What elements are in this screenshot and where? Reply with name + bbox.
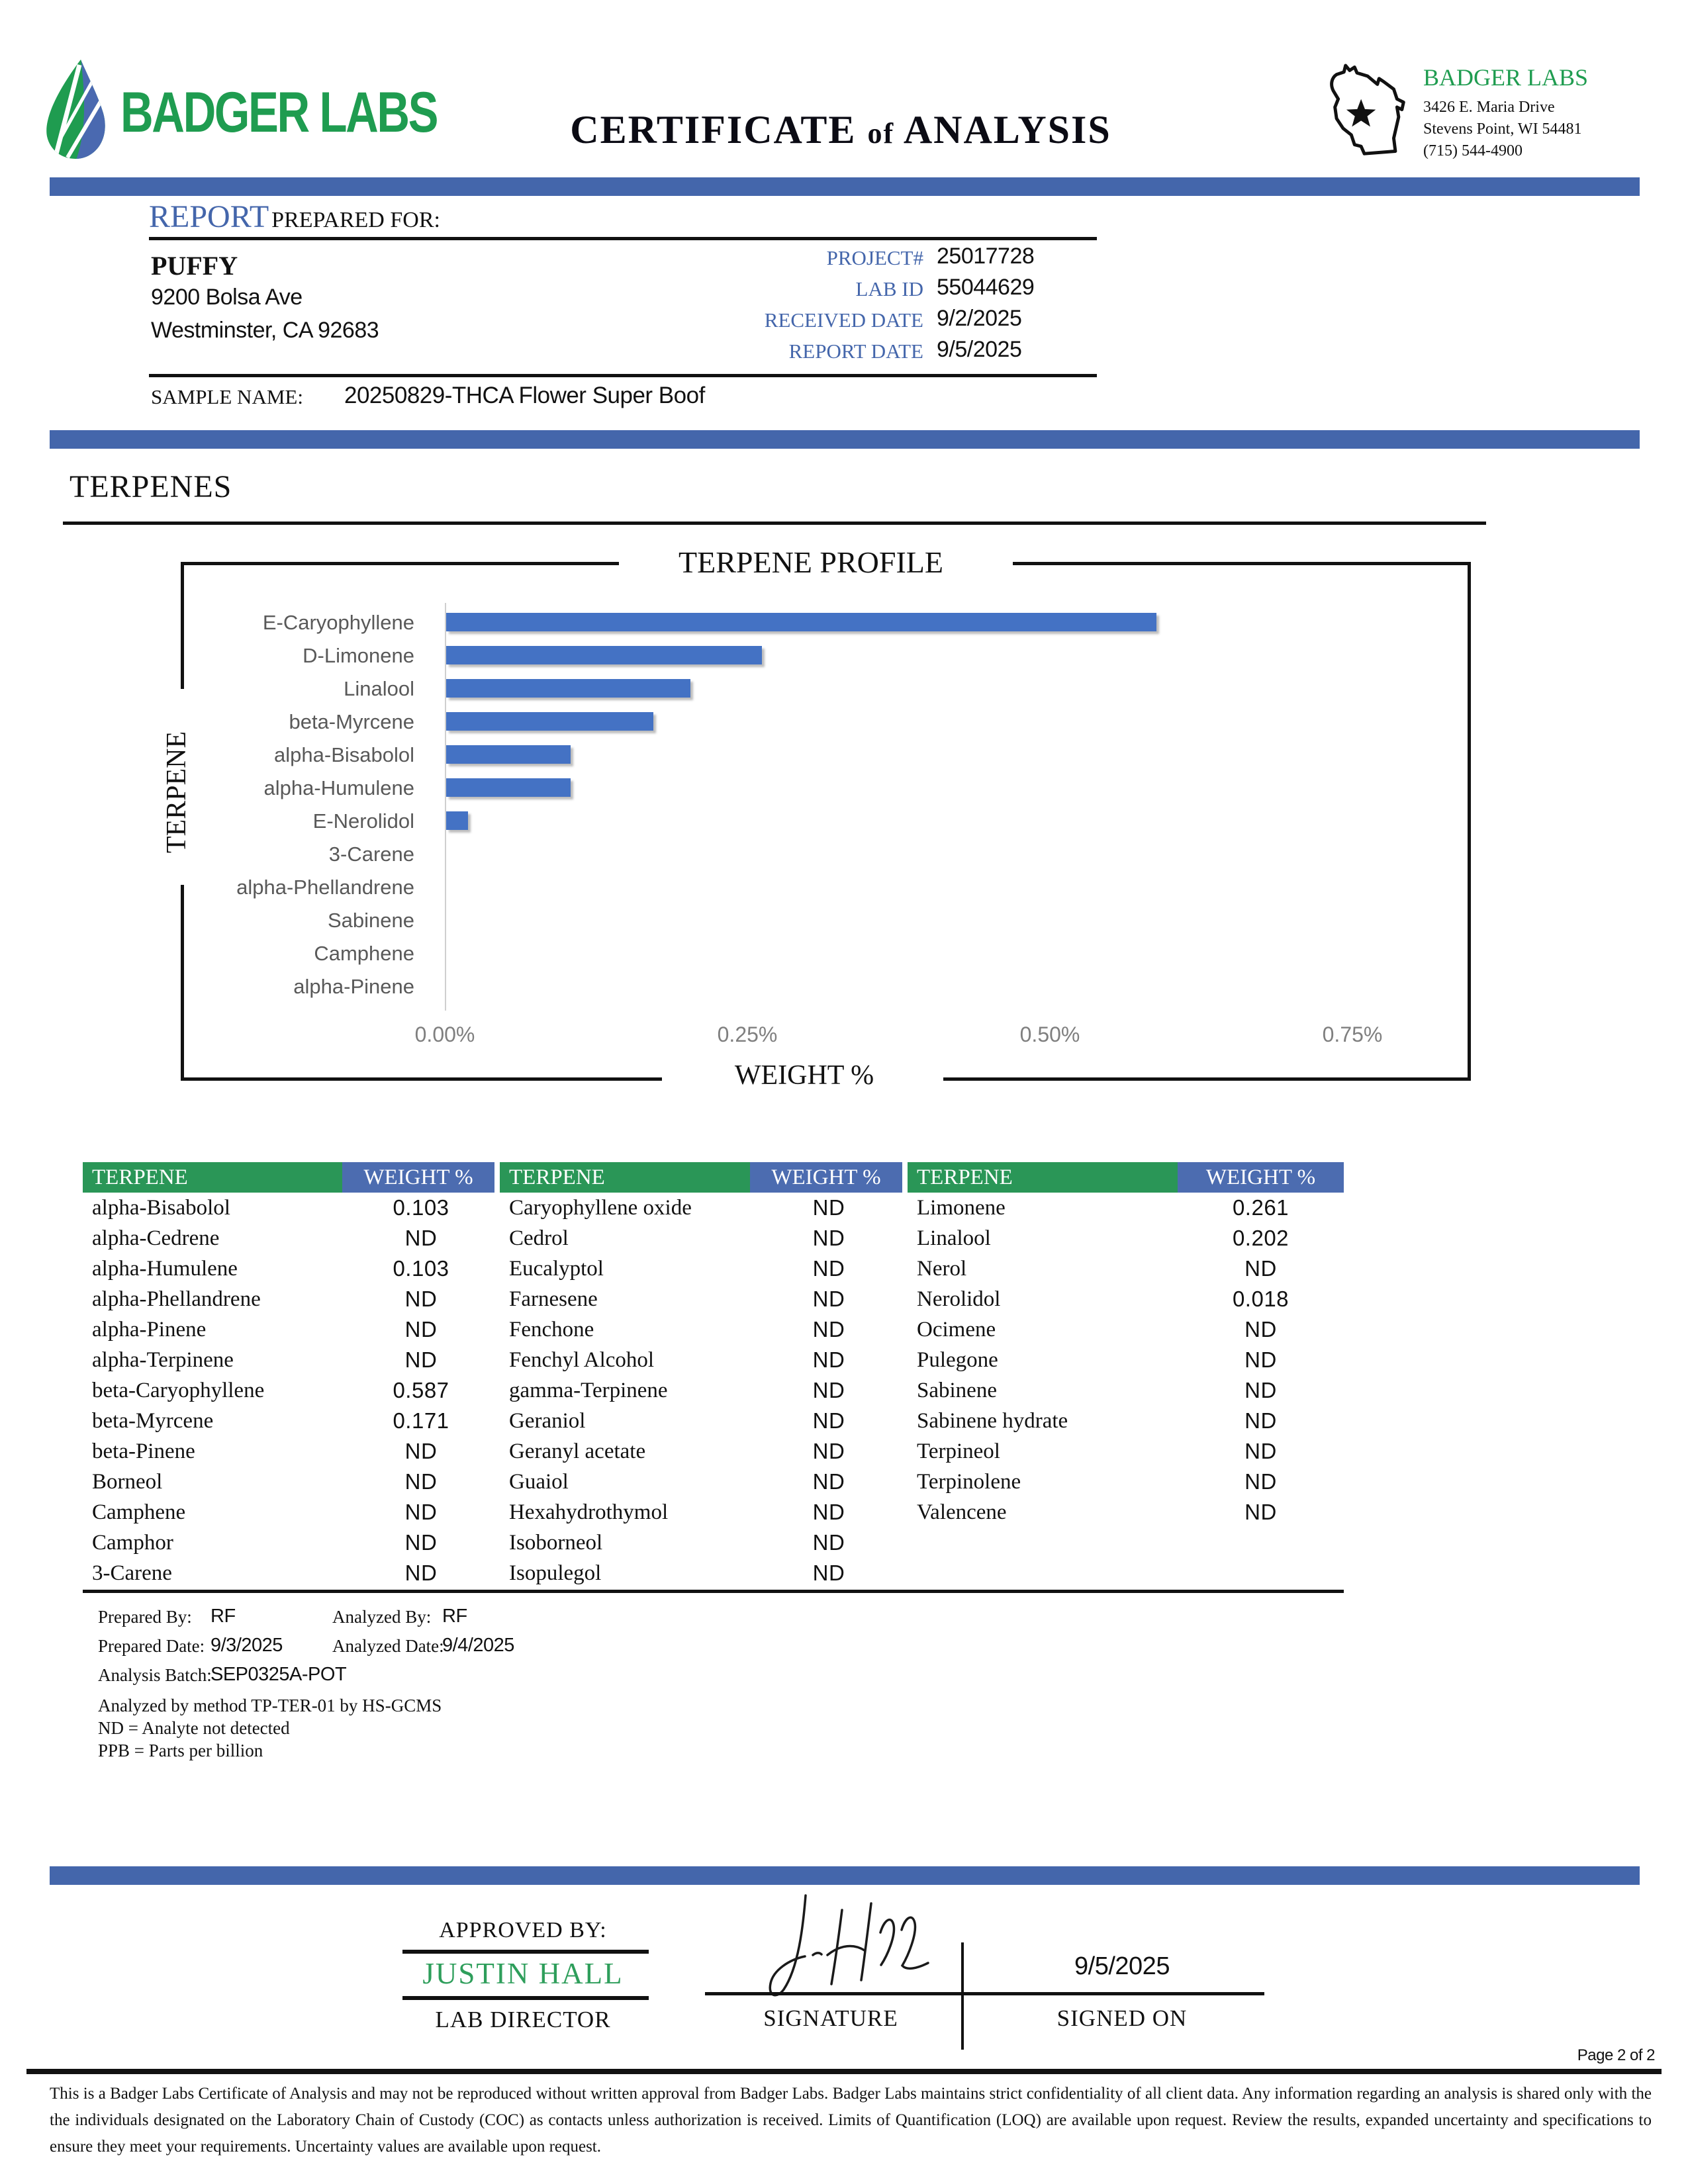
chart-category-label: E-Caryophyllene	[262, 611, 414, 634]
terpene-weight-cell: ND	[812, 1439, 845, 1463]
project-number-label: PROJECT#	[826, 246, 923, 269]
terpene-weight-cell: ND	[812, 1469, 845, 1494]
terpene-weight-cell: ND	[812, 1317, 845, 1342]
divider-bar-terpenes	[50, 430, 1640, 449]
terpene-profile-chart	[162, 545, 1476, 1091]
chart-category-label: alpha-Humulene	[263, 776, 414, 799]
signature-label: SIGNATURE	[763, 2005, 898, 2031]
lab-id-value: 55044629	[937, 275, 1035, 300]
terpene-name-cell: beta-Pinene	[92, 1439, 195, 1463]
terpene-weight-cell: ND	[812, 1378, 845, 1402]
chart-x-tick-label: 0.75%	[1322, 1023, 1383, 1046]
analyzed-by-label: Analyzed By:	[332, 1607, 432, 1627]
terpene-name-cell: Ocimene	[917, 1318, 996, 1342]
page-number: Page 2 of 2	[1577, 2046, 1655, 2064]
terpene-name-cell	[908, 1558, 1178, 1588]
chart-border-top-right	[1013, 562, 1471, 565]
chart-category-label: Camphene	[314, 942, 414, 965]
terpene-name-cell: alpha-Bisabolol	[92, 1196, 230, 1220]
divider-bar-bottom	[50, 1866, 1640, 1885]
chart-row	[175, 903, 1433, 936]
terpene-weight-cell: ND	[404, 1500, 438, 1524]
terpene-weight-cell: 0.103	[393, 1195, 449, 1220]
terpene-table	[83, 1162, 1344, 1588]
terpene-weight-cell: ND	[812, 1226, 845, 1250]
terpene-name-cell: Terpineol	[917, 1439, 1000, 1463]
client-address-line1: 9200 Bolsa Ave	[151, 285, 303, 310]
signed-on-date: 9/5/2025	[1074, 1952, 1170, 1980]
signature-divider	[961, 1942, 964, 2050]
terpene-weight-cell	[1178, 1527, 1344, 1558]
terpene-name-cell: Linalool	[917, 1226, 991, 1250]
terpene-name-cell: Nerolidol	[917, 1287, 1001, 1311]
rule-above-sample	[149, 374, 1097, 377]
terpene-weight-cell: ND	[1244, 1469, 1277, 1494]
chart-y-axis-label: TERPENE	[162, 731, 192, 854]
table-header-terpene: TERPENE	[908, 1162, 1178, 1193]
terpene-weight-cell: ND	[404, 1439, 438, 1463]
terpene-weight-cell: ND	[1244, 1500, 1277, 1524]
chart-bar	[446, 646, 762, 664]
table-header-terpene: TERPENE	[83, 1162, 342, 1193]
analyzed-date-label: Analyzed Date:	[332, 1636, 444, 1656]
chart-x-tick-label: 0.00%	[414, 1023, 475, 1046]
terpene-weight-cell: ND	[404, 1561, 438, 1585]
lab-address-line1: 3426 E. Maria Drive	[1423, 99, 1555, 116]
terpene-name-cell: 3-Carene	[92, 1561, 172, 1585]
terpene-weight-cell: ND	[404, 1226, 438, 1250]
signed-on-label: SIGNED ON	[1056, 2005, 1188, 2031]
terpene-weight-cell: 0.171	[393, 1408, 449, 1433]
terpene-name-cell: alpha-Phellandrene	[92, 1287, 261, 1311]
chart-border-bottom-left	[181, 1077, 662, 1081]
chart-x-axis-label: WEIGHT %	[734, 1060, 874, 1091]
chart-bar	[446, 712, 653, 731]
section-title: TERPENES	[70, 469, 232, 504]
terpene-weight-cell: 0.018	[1232, 1287, 1289, 1311]
terpene-weight-cell: ND	[1244, 1378, 1277, 1402]
lab-contact-block	[1423, 64, 1588, 162]
table-header-weight: WEIGHT %	[342, 1162, 500, 1193]
wisconsin-map-icon	[1319, 58, 1417, 171]
terpene-weight-cell: ND	[812, 1195, 845, 1220]
terpene-name-cell: Camphor	[92, 1531, 173, 1555]
signature-rule	[705, 1992, 1264, 1995]
chart-border-top-left	[181, 562, 619, 565]
received-date-value: 9/2/2025	[937, 306, 1022, 331]
terpene-name-cell: Terpinolene	[917, 1470, 1021, 1494]
report-date-value: 9/5/2025	[937, 337, 1022, 362]
analyzed-date-value: 9/4/2025	[442, 1635, 514, 1656]
sample-name-label: SAMPLE NAME:	[151, 385, 303, 408]
analysis-batch-value: SEP0325A-POT	[211, 1664, 347, 1685]
method-note: Analyzed by method TP-TER-01 by HS-GCMS	[98, 1696, 442, 1715]
ppb-note: PPB = Parts per billion	[98, 1741, 263, 1760]
chart-x-tick-label: 0.25%	[717, 1023, 778, 1046]
prepared-date-label: Prepared Date:	[98, 1636, 205, 1656]
analysis-batch-label: Analysis Batch:	[98, 1665, 212, 1685]
terpene-name-cell: Camphene	[92, 1500, 186, 1524]
rule-under-section-title	[63, 522, 1486, 525]
terpene-weight-cell: ND	[404, 1530, 438, 1555]
footer-rule	[26, 2069, 1662, 2074]
terpene-name-cell: Isoborneol	[509, 1531, 603, 1555]
chart-row	[175, 837, 1433, 870]
approver-name: JUSTIN HALL	[422, 1957, 624, 1990]
chart-row	[175, 936, 1433, 970]
table-header-weight: WEIGHT %	[1178, 1162, 1344, 1193]
lab-name: BADGER LABS	[1423, 64, 1589, 91]
report-prepared-for-heading: REPORT PREPARED FOR:	[149, 199, 440, 234]
terpene-name-cell: Caryophyllene oxide	[509, 1196, 692, 1220]
chart-bar	[446, 745, 571, 764]
terpene-name-cell: gamma-Terpinene	[509, 1379, 668, 1402]
chart-bar	[446, 613, 1156, 631]
chart-row	[175, 738, 1433, 771]
chart-row	[175, 804, 1433, 837]
project-number-value: 25017728	[937, 244, 1035, 269]
terpene-weight-cell: ND	[1244, 1317, 1277, 1342]
lab-director-label: LAB DIRECTOR	[435, 2007, 611, 2032]
terpene-weight-cell: ND	[812, 1287, 845, 1311]
chart-row	[175, 606, 1433, 639]
prepared-by-label: Prepared By:	[98, 1607, 192, 1627]
terpene-name-cell: Geraniol	[509, 1409, 586, 1433]
terpene-weight-cell: ND	[1244, 1439, 1277, 1463]
terpene-name-cell: alpha-Terpinene	[92, 1348, 234, 1372]
chart-category-label: E-Nerolidol	[312, 809, 414, 833]
chart-category-label: Linalool	[344, 677, 414, 700]
chart-title: TERPENE PROFILE	[679, 545, 943, 579]
chart-row	[175, 639, 1433, 672]
terpene-name-cell: Sabinene hydrate	[917, 1409, 1068, 1433]
terpene-weight-cell: 0.587	[393, 1378, 449, 1402]
chart-category-label: D-Limonene	[303, 644, 414, 667]
terpene-name-cell: Borneol	[92, 1470, 163, 1494]
terpene-name-cell: Eucalyptol	[509, 1257, 604, 1281]
table-header-weight: WEIGHT %	[750, 1162, 908, 1193]
terpene-weight-cell: ND	[812, 1500, 845, 1524]
terpene-weight-cell: ND	[812, 1347, 845, 1372]
terpene-name-cell: Geranyl acetate	[509, 1439, 646, 1463]
terpene-name-cell: Cedrol	[509, 1226, 569, 1250]
terpene-name-cell: Pulegone	[917, 1348, 998, 1372]
terpene-weight-cell: ND	[812, 1408, 845, 1433]
terpene-weight-cell: ND	[812, 1561, 845, 1585]
terpene-weight-cell: 0.261	[1232, 1195, 1289, 1220]
analyzed-by-value: RF	[442, 1606, 467, 1627]
lab-address-line2: Stevens Point, WI 54481	[1423, 120, 1582, 138]
chart-bar	[446, 679, 690, 698]
terpene-name-cell	[908, 1527, 1178, 1558]
signature-image	[741, 1891, 947, 2001]
terpene-weight-cell: ND	[1244, 1408, 1277, 1433]
rule-under-heading	[149, 237, 1097, 240]
prepared-date-value: 9/3/2025	[211, 1635, 283, 1656]
chart-category-label: beta-Myrcene	[289, 710, 414, 733]
footer-disclaimer: This is a Badger Labs Certificate of Analysis and may not be reproduced without written approval from Badger Labs. Badger Labs maintains strict confidentiality of all client data. Any information regarding an analysis is shared only with the the individuals designated on the Laboratory Chain of Custody (COC) as contacts unless authorization is received. Limits of Quantification (LOQ) are available upon request. Review the results, expanded uncertainty and specifications to ensure they meet your requirements. Uncertainty values are available upon request.	[50, 2085, 1652, 2156]
terpene-name-cell: alpha-Cedrene	[92, 1226, 220, 1250]
terpene-name-cell: Isopulegol	[509, 1561, 602, 1585]
page-title: CERTIFICATE of ANALYSIS	[570, 108, 1111, 152]
terpene-name-cell: Nerol	[917, 1257, 967, 1281]
chart-bar	[446, 811, 468, 830]
terpene-name-cell: Guaiol	[509, 1470, 569, 1494]
brand-name: BADGER LABS	[120, 81, 438, 144]
received-date-label: RECEIVED DATE	[764, 308, 923, 332]
chart-x-tick-label: 0.50%	[1019, 1023, 1080, 1046]
terpene-name-cell: alpha-Pinene	[92, 1318, 207, 1342]
terpene-weight-cell: 0.202	[1232, 1226, 1289, 1250]
terpene-name-cell: Sabinene	[917, 1379, 997, 1402]
terpene-weight-cell: ND	[812, 1256, 845, 1281]
chart-row	[175, 771, 1433, 804]
sample-name-value: 20250829-THCA Flower Super Boof	[344, 383, 705, 408]
brand-wordmark	[120, 78, 516, 163]
terpene-name-cell: beta-Caryophyllene	[92, 1379, 265, 1402]
chart-border-bottom-right	[943, 1077, 1471, 1081]
chart-category-label: 3-Carene	[328, 842, 414, 866]
client-address-line2: Westminster, CA 92683	[151, 318, 379, 343]
chart-row	[175, 870, 1433, 903]
prepared-by-value: RF	[211, 1606, 236, 1627]
terpene-weight-cell: ND	[404, 1317, 438, 1342]
approved-by-label: APPROVED BY:	[439, 1918, 607, 1942]
lab-phone: (715) 544-4900	[1423, 142, 1523, 159]
table-header-terpene: TERPENE	[500, 1162, 750, 1193]
report-date-label: REPORT DATE	[788, 340, 923, 363]
chart-row	[175, 672, 1433, 705]
chart-bar	[446, 778, 571, 797]
divider-bar-top	[50, 177, 1640, 196]
terpene-weight-cell	[1178, 1558, 1344, 1588]
terpene-name-cell: Fenchyl Alcohol	[509, 1348, 655, 1372]
approved-by-rule-top	[402, 1950, 649, 1954]
chart-category-label: Sabinene	[327, 909, 414, 932]
terpene-name-cell: Fenchone	[509, 1318, 594, 1342]
terpene-name-cell: beta-Myrcene	[92, 1409, 214, 1433]
chart-category-label: alpha-Phellandrene	[236, 876, 414, 899]
terpene-name-cell: Hexahydrothymol	[509, 1500, 669, 1524]
terpene-name-cell: alpha-Humulene	[92, 1257, 238, 1281]
client-name: PUFFY	[151, 251, 238, 281]
terpene-weight-cell: 0.103	[393, 1256, 449, 1281]
approved-by-rule-bottom	[402, 1996, 649, 2000]
chart-category-label: alpha-Pinene	[293, 975, 414, 998]
terpene-name-cell: Limonene	[917, 1196, 1006, 1220]
chart-row	[175, 705, 1433, 738]
rule-under-table	[83, 1590, 1344, 1593]
chart-border-right	[1468, 562, 1471, 1081]
terpene-weight-cell: ND	[1244, 1256, 1277, 1281]
badger-labs-leaf-logo-icon	[41, 58, 111, 161]
chart-row	[175, 970, 1433, 1003]
terpene-name-cell: Farnesene	[509, 1287, 598, 1311]
lab-id-label: LAB ID	[855, 277, 923, 300]
terpene-weight-cell: ND	[1244, 1347, 1277, 1372]
terpene-weight-cell: ND	[404, 1469, 438, 1494]
terpene-weight-cell: ND	[404, 1347, 438, 1372]
terpene-weight-cell: ND	[812, 1530, 845, 1555]
nd-note: ND = Analyte not detected	[98, 1718, 290, 1738]
chart-category-label: alpha-Bisabolol	[274, 743, 414, 766]
terpene-weight-cell: ND	[404, 1287, 438, 1311]
terpene-name-cell: Valencene	[917, 1500, 1007, 1524]
